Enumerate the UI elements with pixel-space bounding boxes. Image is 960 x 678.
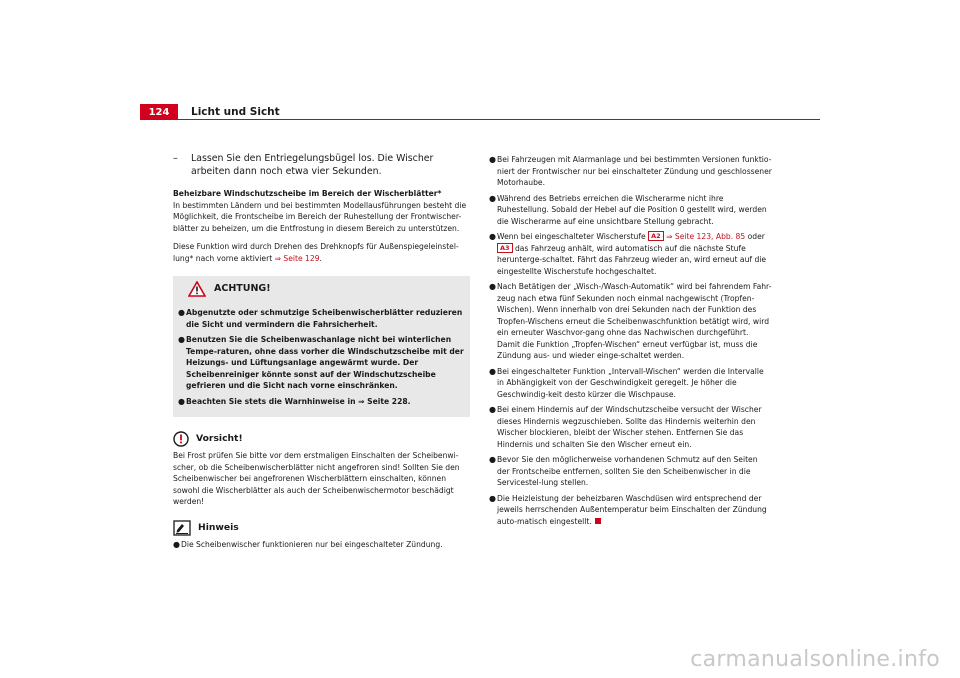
note-bullet: ● Nach Betätigen der „Wisch-/Wasch-Automatik“ wird bei fahrendem Fahr-zeug nach etwa fünf Sekunden noch einmal nachgewischt (Tropfen-Wischen). Wenn innerhalb von drei Sekunden nach der Funktion des Tropfen-Wischens erneut die Scheibenwaschfunktion betätigt wird, wird ein erneuter Waschvor-gang ohne das Nachwischen durchgeführt. Damit die Funktion „Tropfen-Wischen“ erneut verfügbar ist, muss die Zündung aus- und wieder einge-schaltet werden. xyxy=(489,282,772,360)
page-reference-link[interactable]: ⇒ Seite 129 xyxy=(274,253,320,263)
note-bullet: ● Bevor Sie den möglicherweise vorhandenen Schmutz auf den Seiten der Frontscheibe entfernen, sollten Sie den Scheibenwischer in die Servicestel-lung stellen. xyxy=(489,455,758,487)
header-divider xyxy=(140,119,820,120)
note-bullet: ● Die Heizleistung der beheizbaren Waschdüsen wird entsprechend der jeweils herrschenden Außentemperatur beim Einschalten der Zündung auto-matisch eingestellt. xyxy=(489,493,767,526)
activation-paragraph: Diese Funktion wird durch Drehen des Drehknopfs für Außenspiegeleinstel-lung* nach vorne aktiviert ⇒ Seite 129. xyxy=(173,242,459,263)
note-title: Hinweis xyxy=(173,520,470,536)
step-text: Lassen Sie den Entriegelungsbügel los. Die Wischer arbeiten dann noch etwa vier Sekunden. xyxy=(191,153,434,177)
warning-item: ● Abgenutzte oder schmutzige Scheibenwischerblätter reduzieren die Sicht und vermindern die Fahrsicherheit. xyxy=(178,308,463,329)
warning-box xyxy=(173,276,470,417)
note-bullet: ● Während des Betriebs erreichen die Wischerarme nicht ihre Ruhestellung. Sobald der Hebel auf die Position 0 gestellt wird, werden die Wischerarme auf eine unsichtbare Stellung gebracht. xyxy=(489,193,767,226)
note-bullet: ● Wenn bei eingeschalteter Wischerstufe A2 ⇒ Seite 123, Abb. 85 oder A3 das Fahrzeug anhält, wird automatisch auf die nächste Stufe herunterge-schaltet. Fährt das Fahrzeug wieder an, wird erneut auf die eingestellte Wischerstufe hochgeschaltet. xyxy=(489,232,767,276)
page-number: 124 xyxy=(140,104,178,120)
instruction-step xyxy=(173,152,470,178)
section-end-marker xyxy=(595,518,601,524)
warning-item: ● Beachten Sie stets die Warnhinweise in ⇒ Seite 228. xyxy=(178,396,411,406)
subsection-title: Beheizbare Windschutzscheibe im Bereich der Wischerblätter* xyxy=(173,189,442,198)
warning-page-reference[interactable]: ⇒ Seite 228 xyxy=(358,396,408,406)
caution-title: Vorsicht! xyxy=(173,431,470,447)
note-bullet: ● Bei Fahrzeugen mit Alarmanlage und bei bestimmten Versionen funktio-niert der Frontwischer nur bei einschalteter Zündung und geschlossener Motorhaube. xyxy=(489,155,772,187)
step-dash: – xyxy=(173,153,178,164)
warning-item: ● Benutzen Sie die Scheibenwaschanlage nicht bei winterlichen Tempe-raturen, ohne dass vorher die Windschutzscheibe mit der Heizungs- und Lüftungsanlage angewärmt wurde. Der Scheibenreiniger könnte sonst auf der Windschutzscheibe gefrieren und die Sicht nach vorne einschränken. xyxy=(178,335,464,390)
heated-windscreen-paragraph: In bestimmten Ländern und bei bestimmten Modellausführungen besteht die Möglichkeit, die Frontscheibe im Bereich der Ruhestellung der Frontwischer-blätter zu beheizen, um die Entfrostung in diesem Bereich zu unterstützen. xyxy=(173,200,467,233)
note-bullet: ● Bei eingeschalteter Funktion „Intervall-Wischen“ werden die Intervalle in Abhängigkeit von der Geschwindigkeit geregelt. Je höher die Geschwindig-keit desto kürzer die Wischpause. xyxy=(489,366,764,399)
figure-reference-link[interactable]: ⇒ Seite 123, Abb. 85 xyxy=(666,232,746,241)
chapter-title: Licht und Sicht xyxy=(191,106,280,118)
caution-text: Bei Frost prüfen Sie bitte vor dem erstmaligen Einschalten der Scheibenwi-scher, ob die Scheibenwischerblätter nicht angefroren sind! Sollten Sie den Scheibenwischer bei angefrorenen Wischerblättern einschalten, können sowohl die Wischerblätter als auch der Scheibenwischermotor beschädigt werden! xyxy=(173,451,460,506)
warning-triangle-icon xyxy=(188,281,206,297)
callout-a3-badge: A3 xyxy=(497,243,513,253)
warning-title: ACHTUNG! xyxy=(188,281,464,297)
watermark: carmanualsonline.info xyxy=(690,647,940,672)
left-column xyxy=(173,152,470,554)
callout-a2-badge: A2 xyxy=(648,231,664,241)
note-bullet: ● Bei einem Hindernis auf der Windschutzscheibe versucht der Wischer dieses Hindernis wegzuschieben. Sollte das Hindernis weiterhin den Wischer blockieren, bleibt der Wischer stehen. Entfernen Sie das Hindernis und schalten Sie den Wischer erneut ein. xyxy=(489,405,762,449)
right-column xyxy=(489,154,772,531)
note-item: ● Die Scheibenwischer funktionieren nur bei eingeschalteter Zündung. xyxy=(173,539,443,549)
exclamation-icon xyxy=(173,431,189,447)
note-icon xyxy=(173,520,191,536)
